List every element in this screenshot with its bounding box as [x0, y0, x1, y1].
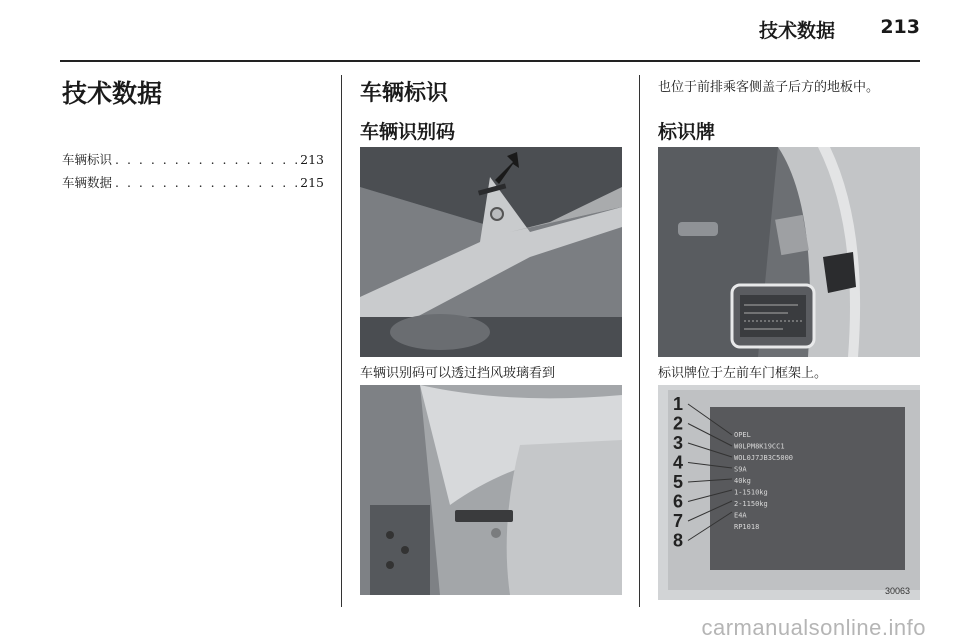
- plate-text-line: OPEL: [734, 431, 751, 439]
- header-rule: [60, 60, 920, 62]
- identification-plate-figure: [658, 385, 920, 600]
- plate-callout-number: 5: [673, 472, 684, 492]
- plate-callout-number: 4: [673, 452, 684, 473]
- plate-text-line: 2-1150kg: [734, 500, 768, 508]
- figure-code: 30063: [884, 586, 910, 596]
- plate-callout-number: 7: [673, 511, 684, 531]
- chapter-title: 技术数据: [62, 79, 163, 108]
- vin-windshield-photo: [360, 147, 622, 357]
- toc-leader: [115, 175, 297, 190]
- toc-entry[interactable]: [62, 150, 324, 173]
- plate-text-line: 1-1510kg: [734, 488, 768, 497]
- toc-entry-page: 213: [300, 152, 324, 167]
- subsection-heading-vin: 车辆识别码: [360, 121, 456, 143]
- page-header-title: 技术数据: [758, 20, 835, 42]
- plate-text-line: WOL0J7JB3C5000: [734, 454, 794, 462]
- plate-text-line: S9A: [734, 465, 747, 474]
- subsection-heading-plate: 标识牌: [658, 121, 716, 143]
- column-divider-2: [639, 75, 640, 607]
- plate-caption: 标识牌位于左前车门框架上。: [658, 366, 828, 381]
- page-number: 213: [880, 16, 920, 38]
- plate-text-line: 40kg: [734, 477, 751, 485]
- plate-callout-number: 2: [673, 413, 684, 434]
- table-of-contents: [62, 150, 324, 196]
- plate-text-line: E4A: [734, 511, 747, 520]
- vin-floor-photo: [360, 385, 622, 595]
- plate-callout-number: 3: [673, 433, 684, 453]
- toc-entry-page: 215: [300, 175, 324, 190]
- plate-callout-number: 1: [673, 394, 684, 414]
- plate-callout-number: 6: [673, 491, 684, 512]
- door-frame-photo: [658, 147, 920, 357]
- plate-text-line: W0LPM8K19CC1: [734, 442, 785, 451]
- toc-entry-label: 车辆标识: [62, 152, 113, 167]
- watermark: carmanualsonline.info: [701, 615, 926, 640]
- toc-entry-label: 车辆数据: [62, 175, 113, 190]
- column-divider-1: [341, 75, 342, 607]
- plate-callout-number: 8: [673, 530, 684, 551]
- toc-entry[interactable]: [62, 173, 324, 196]
- intro-text: 也位于前排乘客侧盖子后方的地板中。: [658, 80, 880, 95]
- plate-text-line: RP1018: [734, 523, 760, 531]
- section-heading: 车辆标识: [360, 81, 449, 106]
- toc-leader: [115, 152, 297, 167]
- vin-caption: 车辆识别码可以透过挡风玻璃看到: [360, 366, 556, 381]
